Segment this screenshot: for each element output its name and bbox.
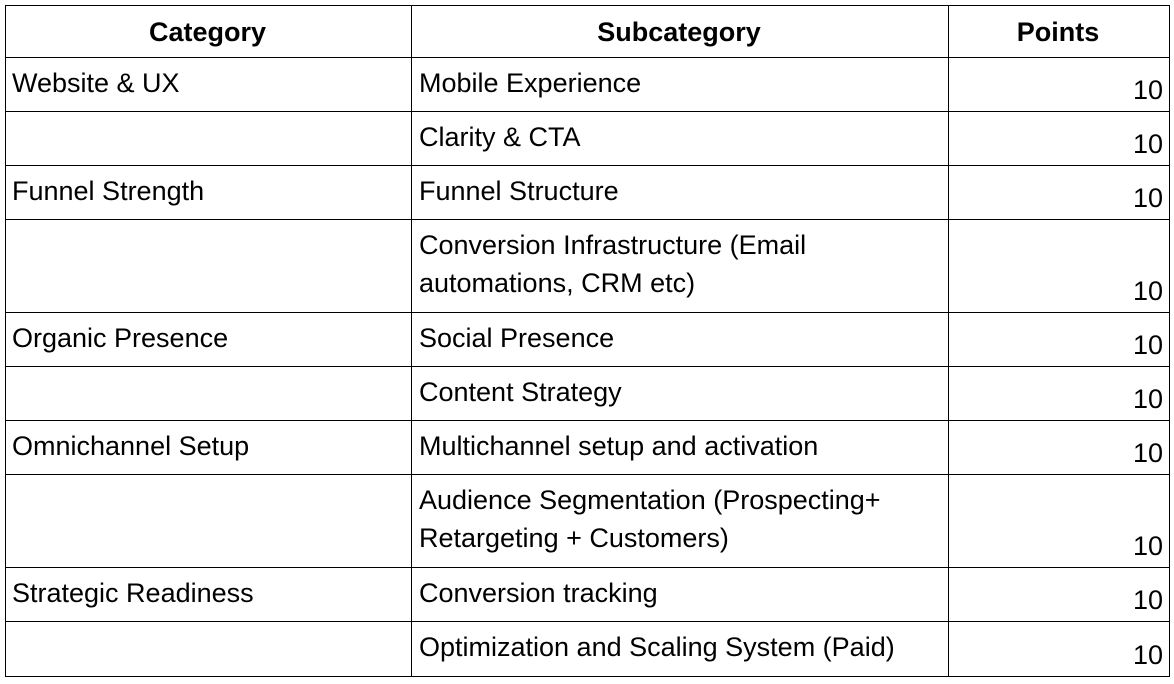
table-row [6,220,1170,313]
header-points: Points [949,6,1170,58]
points-cell: 10 [949,622,1170,677]
subcategory-cell: Optimization and Scaling System (Paid) [412,622,949,677]
category-cell [6,475,412,568]
points-cell: 10 [949,367,1170,421]
subcategory-cell: Mobile Experience [412,58,949,112]
subcategory-cell: Conversion tracking [412,568,949,622]
subcategory-cell: Conversion Infrastructure (Email automations, CRM etc) [412,220,949,313]
points-cell: 10 [949,166,1170,220]
subcategory-cell: Social Presence [412,313,949,367]
table-row [6,58,1170,112]
category-cell: Omnichannel Setup [6,421,412,475]
subcategory-cell: Multichannel setup and activation [412,421,949,475]
table-row [6,421,1170,475]
table-row [6,166,1170,220]
category-cell: Strategic Readiness [6,568,412,622]
table-row [6,367,1170,421]
points-cell: 10 [949,220,1170,313]
subcategory-cell: Content Strategy [412,367,949,421]
points-cell: 10 [949,421,1170,475]
points-cell: 10 [949,313,1170,367]
table-row [6,112,1170,166]
category-cell: Website & UX [6,58,412,112]
category-cell [6,622,412,677]
points-cell: 10 [949,58,1170,112]
subcategory-cell: Audience Segmentation (Prospecting+ Retargeting + Customers) [412,475,949,568]
table-row [6,622,1170,677]
scoring-table [5,5,1170,677]
category-cell: Organic Presence [6,313,412,367]
header-subcategory: Subcategory [412,6,949,58]
subcategory-cell: Funnel Structure [412,166,949,220]
table-body [6,58,1170,677]
points-cell: 10 [949,568,1170,622]
points-cell: 10 [949,112,1170,166]
category-cell [6,220,412,313]
category-cell [6,112,412,166]
header-category: Category [6,6,412,58]
table-row [6,568,1170,622]
subcategory-cell: Clarity & CTA [412,112,949,166]
table-row [6,475,1170,568]
points-cell: 10 [949,475,1170,568]
header-row [6,6,1170,58]
category-cell [6,367,412,421]
table-row [6,313,1170,367]
category-cell: Funnel Strength [6,166,412,220]
table-header [6,6,1170,58]
